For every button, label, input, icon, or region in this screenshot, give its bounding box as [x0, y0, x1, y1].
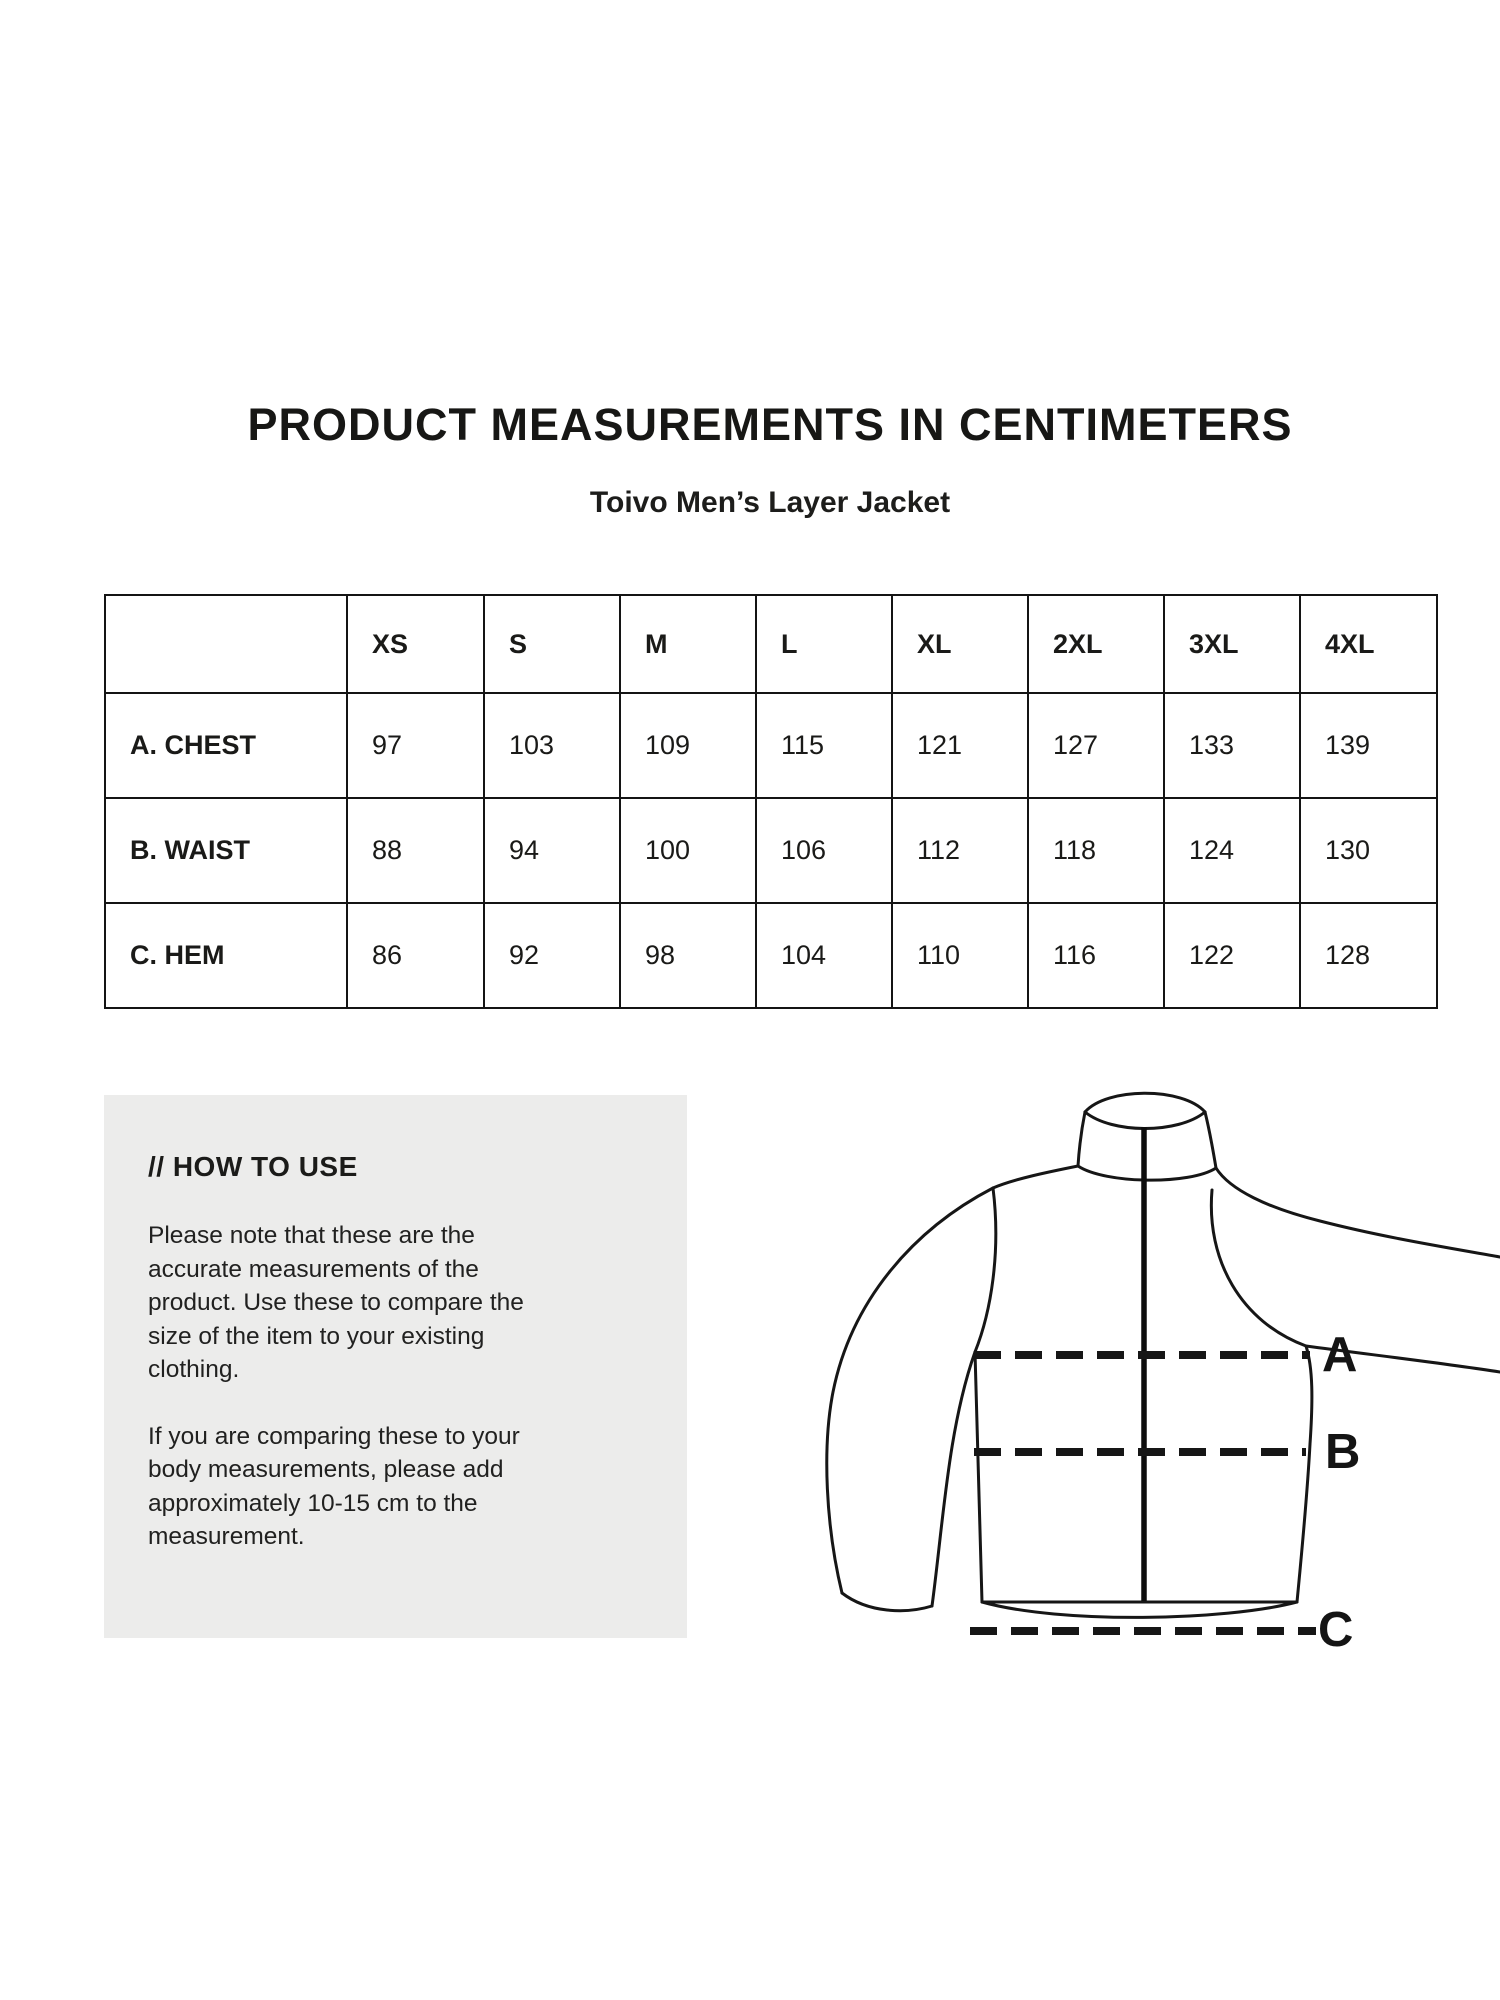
table-row-waist	[105, 798, 1437, 903]
measurement-cell: 133	[1164, 693, 1300, 798]
measurements-table	[104, 594, 1438, 1009]
jacket-body-left	[975, 1352, 982, 1602]
marker-b-label: B	[1325, 1425, 1361, 1479]
jacket-body-right	[1297, 1346, 1312, 1602]
jacket-collar-back-rim	[1085, 1093, 1205, 1112]
measurement-cell: 88	[347, 798, 484, 903]
jacket-hem-curve	[982, 1602, 1297, 1617]
measurement-cell: 118	[1028, 798, 1164, 903]
table-row-hem	[105, 903, 1437, 1008]
size-col-4xl: 4XL	[1300, 595, 1437, 693]
size-col-l: L	[756, 595, 892, 693]
size-col-2xl: 2XL	[1028, 595, 1164, 693]
size-col-3xl: 3XL	[1164, 595, 1300, 693]
jacket-left-shoulder	[993, 1166, 1078, 1188]
jacket-left-cuff	[842, 1593, 932, 1611]
jacket-right-sleeve-top	[1216, 1168, 1500, 1257]
product-name: Toivo Men’s Layer Jacket	[589, 486, 951, 519]
measurement-cell: 128	[1300, 903, 1437, 1008]
size-col-s: S	[484, 595, 620, 693]
jacket-left-sleeve-inner	[932, 1352, 975, 1606]
size-col-xs: XS	[347, 595, 484, 693]
row-label-chest: A. CHEST	[105, 693, 347, 798]
jacket-collar-right	[1205, 1112, 1216, 1168]
measurement-cell: 122	[1164, 903, 1300, 1008]
marker-c-label: C	[1318, 1603, 1354, 1657]
jacket-collar-left	[1078, 1112, 1085, 1166]
jacket-neckline	[1078, 1166, 1216, 1180]
row-label-hem: C. HEM	[105, 903, 347, 1008]
measurement-cell: 86	[347, 903, 484, 1008]
measurement-cell: 127	[1028, 693, 1164, 798]
corner-cell	[105, 595, 347, 693]
measurement-cell: 139	[1300, 693, 1437, 798]
table-header-row	[105, 595, 1437, 693]
how-to-use-paragraph-1: Please note that these are the accurate measurements of the product. Use these to compare the size of the item to your existing clothing.	[148, 1222, 524, 1383]
measurement-cell: 104	[756, 903, 892, 1008]
measurement-cell: 112	[892, 798, 1028, 903]
marker-a-label: A	[1322, 1328, 1358, 1382]
measurement-cell: 130	[1300, 798, 1437, 903]
measurement-cell: 124	[1164, 798, 1300, 903]
measurement-cell: 115	[756, 693, 892, 798]
measurement-cell: 109	[620, 693, 756, 798]
size-col-m: M	[620, 595, 756, 693]
jacket-left-sleeve-outer	[827, 1188, 993, 1593]
measurement-cell: 94	[484, 798, 620, 903]
jacket-measurement-diagram	[780, 1078, 1500, 1688]
measurement-cell: 110	[892, 903, 1028, 1008]
table-row-chest	[105, 693, 1437, 798]
measurement-cell: 121	[892, 693, 1028, 798]
how-to-use-paragraph-2: If you are comparing these to your body measurements, please add approximately 10-15 cm to the measurement.	[148, 1422, 520, 1550]
size-col-xl: XL	[892, 595, 1028, 693]
measurement-cell: 116	[1028, 903, 1164, 1008]
measurement-cell: 100	[620, 798, 756, 903]
row-label-waist: B. WAIST	[105, 798, 347, 903]
measurement-cell: 103	[484, 693, 620, 798]
measurement-cell: 92	[484, 903, 620, 1008]
jacket-collar-front-rim	[1085, 1112, 1205, 1129]
jacket-left-armhole-seam	[975, 1188, 996, 1352]
how-to-use-title: // HOW TO USE	[148, 1151, 358, 1182]
measurement-cell: 98	[620, 903, 756, 1008]
page-title: PRODUCT MEASUREMENTS IN CENTIMETERS	[247, 399, 1293, 450]
measurement-cell: 106	[756, 798, 892, 903]
how-to-use-box	[104, 1095, 687, 1638]
measurement-cell: 97	[347, 693, 484, 798]
